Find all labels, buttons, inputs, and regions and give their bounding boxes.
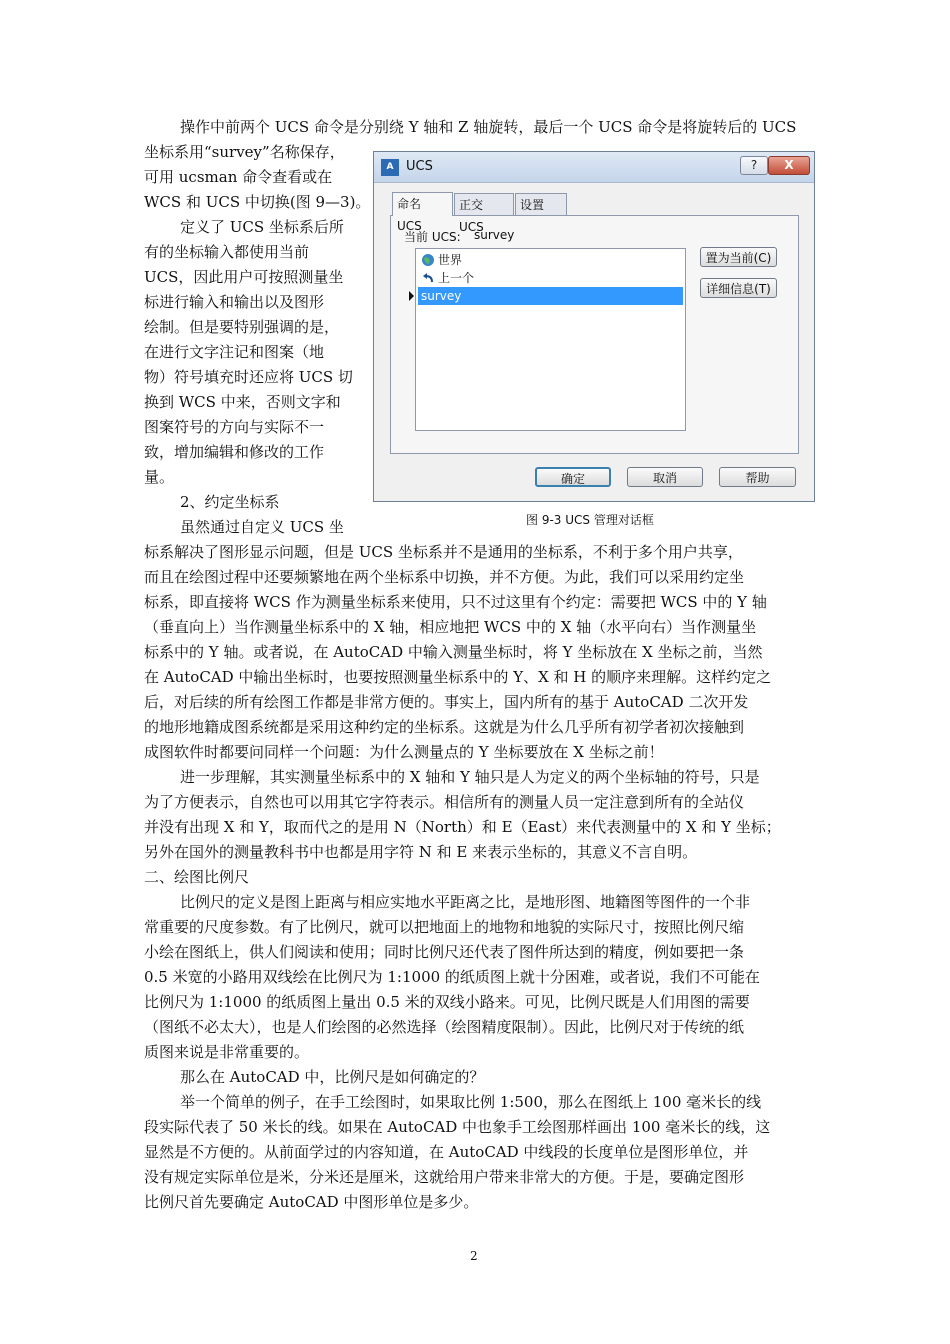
text-line: 在进行文字注记和图案（地 — [144, 343, 325, 361]
figure-caption: 图 9-3 UCS 管理对话框 — [526, 513, 654, 527]
tab-named-ucs[interactable]: 命名 UCS — [392, 192, 453, 216]
ucs-dialog — [373, 151, 815, 502]
current-ucs-label: 当前 UCS: — [404, 230, 461, 244]
tab-orthographic-ucs[interactable]: 正交 UCS — [454, 193, 514, 215]
text-line: 质图来说是非常重要的。 — [144, 1043, 310, 1061]
text-line: 换到 WCS 中来，否则文字和 — [144, 393, 341, 411]
dialog-titlebar[interactable] — [374, 152, 814, 183]
text-line: 并没有出现 X 和 Y，取而代之的是用 N（North）和 E（East）来代表测量中的 X 和 Y 坐标； — [144, 818, 781, 836]
current-marker-icon — [409, 291, 414, 301]
text-line: 成图软件时都要问同样一个问题：为什么测量点的 Y 坐标要放在 X 坐标之前！ — [144, 743, 664, 761]
help-button[interactable]: 帮助 — [719, 467, 796, 487]
text-line: 有的坐标输入都使用当前 — [144, 243, 310, 261]
text-line: 定义了 UCS 坐标系后所 — [180, 218, 344, 236]
text-line: 另外在国外的测量教科书中也都是用字符 N 和 E 来表示坐标的，其意义不言自明。 — [144, 843, 698, 861]
text-line: WCS 和 UCS 中切换(图 9—3)。 — [144, 193, 371, 211]
section-heading: 二、绘图比例尺 — [144, 868, 250, 886]
list-item-label: 上一个 — [438, 271, 475, 285]
text-line: 举一个简单的例子，在手工绘图时，如果取比例 1:500，那么在图纸上 100 毫米长的线 — [180, 1093, 762, 1111]
text-line: 后，对后续的所有绘图工作都是非常方便的。事实上，国内所有的基于 AutoCAD 二次开发 — [144, 693, 749, 711]
text-line: 标系解决了图形显示问题，但是 UCS 坐标系并不是通用的坐标系，不利于多个用户共享， — [144, 543, 743, 561]
text-line: 比例尺为 1:1000 的纸质图上量出 0.5 米的双线小路来。可见，比例尺既是人们用图的需要 — [144, 993, 750, 1011]
globe-icon — [421, 253, 435, 267]
text-line: 为了方便表示，自然也可以用其它字符表示。相信所有的测量人员一定注意到所有的全站仪 — [144, 793, 745, 811]
ucs-list[interactable] — [415, 248, 686, 431]
text-line: 显然是不方便的。从前面学过的内容知道，在 AutoCAD 中线段的长度单位是图形单位，并 — [144, 1143, 749, 1161]
dialog-title: UCS — [406, 159, 433, 174]
text-line: 没有规定实际单位是米，分米还是厘米，这就给用户带来非常大的方便。于是，要确定图形 — [144, 1168, 745, 1186]
section-heading: 2、约定坐标系 — [180, 493, 280, 511]
text-line: 比例尺的定义是图上距离与相应实地水平距离之比，是地形图、地籍图等图件的一个非 — [180, 893, 751, 911]
close-icon[interactable]: X — [768, 156, 810, 175]
text-line: 在 AutoCAD 中输出坐标时，也要按照测量坐标系中的 Y、X 和 H 的顺序来理解。这样约定之 — [144, 668, 772, 686]
text-line: 小绘在图纸上，供人们阅读和使用；同时比例尺还代表了图件所达到的精度，例如要把一条 — [144, 943, 745, 961]
list-item-label: 世界 — [438, 253, 463, 267]
text-line: （垂直向上）当作测量坐标系中的 X 轴，相应地把 WCS 中的 X 轴（水平向右）当作测量坐 — [144, 618, 757, 636]
text-line: 常重要的尺度参数。有了比例尺，就可以把地面上的地物和地貌的实际尺寸，按照比例尺缩 — [144, 918, 745, 936]
text-line: 标进行输入和输出以及图形 — [144, 293, 325, 311]
page-number: 2 — [470, 1249, 478, 1263]
back-arrow-icon — [421, 271, 435, 285]
text-line: 的地形地籍成图系统都是采用这种约定的坐标系。这就是为什么几乎所有初学者初次接触到 — [144, 718, 745, 736]
tab-settings[interactable]: 设置 — [515, 193, 567, 215]
text-line: 操作中前两个 UCS 命令是分别绕 Y 轴和 Z 轴旋转，最后一个 UCS 命令是将旋转后的 UCS — [180, 118, 797, 136]
text-line: 段实际代表了 50 米长的线。如果在 AutoCAD 中也象手工绘图那样画出 100 毫米长的线，这 — [144, 1118, 771, 1136]
text-line: （图纸不必太大），也是人们绘图的必然选择（绘图精度限制）。因此，比例尺对于传统的纸 — [144, 1018, 745, 1036]
text-line: 可用 ucsman 命令查看或在 — [144, 168, 333, 186]
text-line: 坐标系用“survey”名称保存， — [144, 143, 345, 161]
help-icon[interactable]: ? — [740, 156, 768, 175]
text-line: 虽然通过自定义 UCS 坐 — [180, 518, 344, 536]
details-button[interactable]: 详细信息(T) — [700, 278, 777, 298]
text-line: 绘制。但是要特别强调的是， — [144, 318, 340, 336]
set-current-button[interactable]: 置为当前(C) — [700, 247, 777, 267]
list-item-label: survey — [421, 289, 462, 303]
text-line: 进一步理解，其实测量坐标系中的 X 轴和 Y 轴只是人为定义的两个坐标轴的符号，只是 — [180, 768, 760, 786]
text-line: 图案符号的方向与实际不一 — [144, 418, 325, 436]
list-item[interactable] — [418, 269, 683, 287]
text-line: 标系，即直接将 WCS 作为测量坐标系来使用，只不过这里有个约定：需要把 WCS 中的 Y 轴 — [144, 593, 767, 611]
cancel-button[interactable]: 取消 — [627, 467, 703, 487]
autocad-icon: A — [381, 159, 399, 176]
current-ucs-value: survey — [474, 228, 515, 242]
text-line: 0.5 米宽的小路用双线绘在比例尺为 1:1000 的纸质图上就十分困难，或者说，我们不可能在 — [144, 968, 760, 986]
text-line: 那么在 AutoCAD 中，比例尺是如何确定的？ — [180, 1068, 485, 1086]
ok-button[interactable]: 确定 — [535, 467, 611, 487]
text-line: 比例尺首先要确定 AutoCAD 中图形单位是多少。 — [144, 1193, 479, 1211]
text-line: 而且在绘图过程中还要频繁地在两个坐标系中切换，并不方便。为此，我们可以采用约定坐 — [144, 568, 745, 586]
text-line: 物）符号填充时还应将 UCS 切 — [144, 368, 353, 386]
text-line: 致，增加编辑和修改的工作 — [144, 443, 325, 461]
text-line: 量。 — [144, 468, 175, 486]
list-item[interactable] — [418, 251, 683, 269]
text-line: UCS，因此用户可按照测量坐 — [144, 268, 344, 286]
text-line: 标系中的 Y 轴。或者说，在 AutoCAD 中输入测量坐标时，将 Y 坐标放在 X 坐标之前，当然 — [144, 643, 763, 661]
list-item-selected[interactable] — [418, 287, 683, 305]
